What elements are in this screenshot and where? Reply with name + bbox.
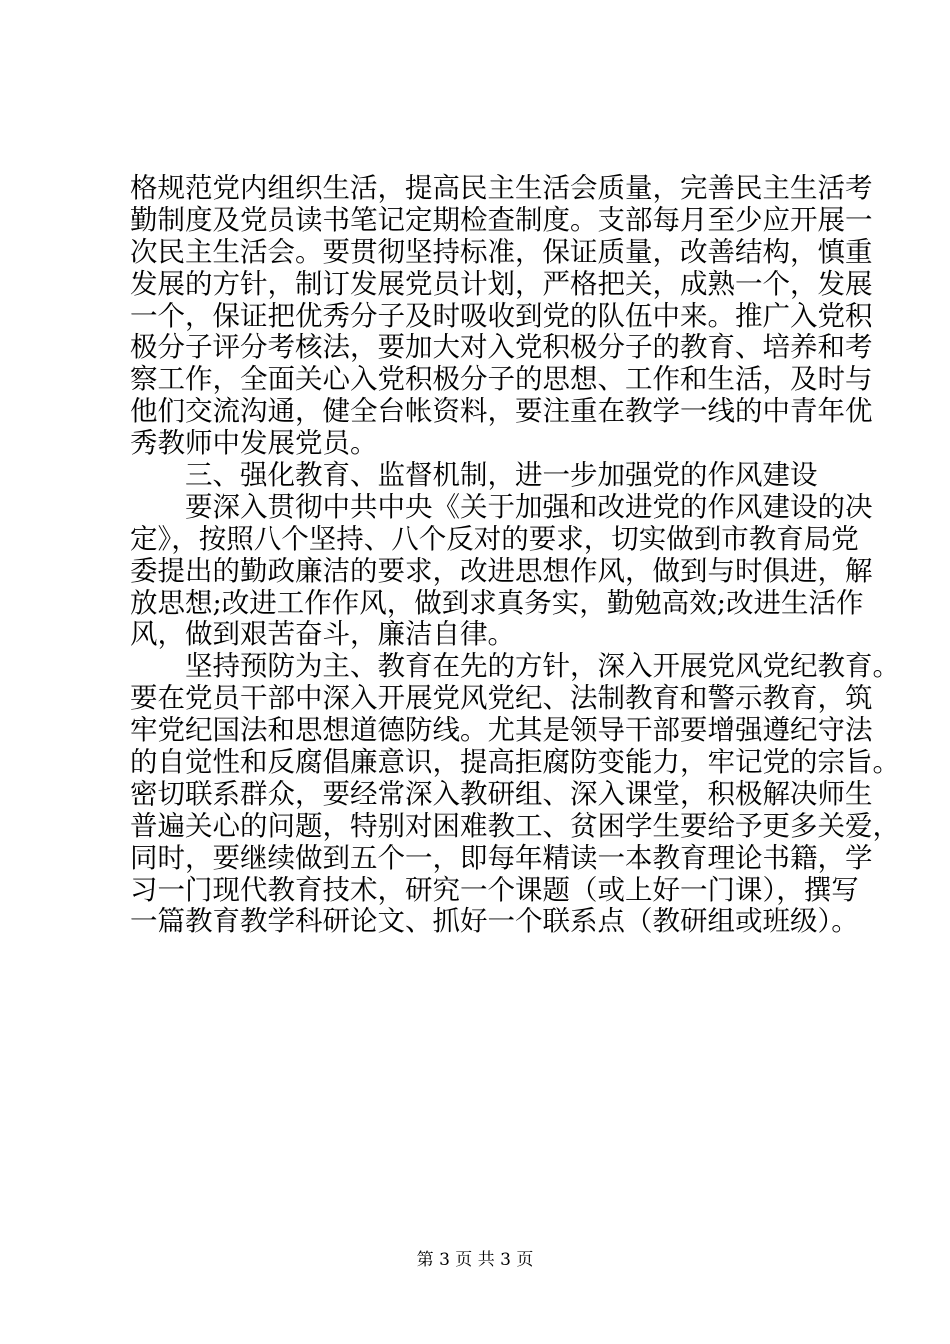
section-heading-text: 三、强化教育、监督机制，进一步加强党的作风建设 [130, 459, 818, 492]
text-line: 勤制度及党员读书笔记定期检查制度。支部每月至少应开展一 [130, 203, 873, 236]
text-line: 一个，保证把优秀分子及时吸收到党的队伍中来。推广入党积 [130, 299, 873, 332]
section-heading [130, 460, 830, 492]
text-line: 普遍关心的问题，特别对困难教工、贫困学生要给予更多关爱， [130, 809, 900, 842]
text-line: 次民主生活会。要贯彻坚持标准，保证质量，改善结构，慎重 [130, 235, 873, 268]
text-line: 极分子评分考核法，要加大对入党积极分子的教育、培养和考 [130, 331, 873, 364]
text-line: 格规范党内组织生活，提高民主生活会质量，完善民主生活考 [130, 172, 873, 204]
page-number-footer: 第 3 页 共 3 页 [416, 1250, 534, 1270]
paragraph-2 [130, 490, 873, 651]
text-line: 的自觉性和反腐倡廉意识，提高拒腐防变能力，牢记党的宗旨。 [130, 746, 900, 779]
text-line: 发展的方针，制订发展党员计划，严格把关，成熟一个，发展 [130, 267, 873, 300]
text-line: 风，做到艰苦奋斗，廉洁自律。 [130, 618, 515, 651]
document-body [130, 172, 900, 938]
text-line: 牢党纪国法和思想道德防线。尤其是领导干部要增强遵纪守法 [130, 714, 873, 747]
text-line: 要深入贯彻中共中央《关于加强和改进党的作风建设的决 [130, 490, 873, 523]
text-line: 他们交流沟通，健全台帐资料，要注重在教学一线的中青年优 [130, 395, 873, 428]
paragraph-3 [130, 650, 900, 938]
text-line: 秀教师中发展党员。 [130, 427, 378, 460]
text-line: 密切联系群众，要经常深入教研组、深入课堂，积极解决师生 [130, 777, 873, 810]
text-line: 察工作，全面关心入党积极分子的思想、工作和生活，及时与 [130, 363, 873, 396]
text-line: 要在党员干部中深入开展党风党纪、法制教育和警示教育，筑 [130, 682, 873, 715]
text-line: 习一门现代教育技术，研究一个课题（或上好一门课），撰写 [130, 873, 859, 906]
paragraph-1 [130, 172, 873, 460]
text-line: 坚持预防为主、教育在先的方针，深入开展党风党纪教育。 [130, 650, 900, 683]
text-line: 放思想;改进工作作风，做到求真务实，勤勉高效;改进生活作 [130, 586, 864, 619]
text-line: 一篇教育教学科研论文、抓好一个联系点（教研组或班级）。 [130, 905, 859, 938]
text-line: 同时，要继续做到五个一，即每年精读一本教育理论书籍，学 [130, 841, 873, 874]
text-line: 委提出的勤政廉洁的要求，改进思想作风，做到与时俱进，解 [130, 554, 873, 587]
text-line: 定》，按照八个坚持、八个反对的要求，切实做到市教育局党 [130, 522, 859, 555]
